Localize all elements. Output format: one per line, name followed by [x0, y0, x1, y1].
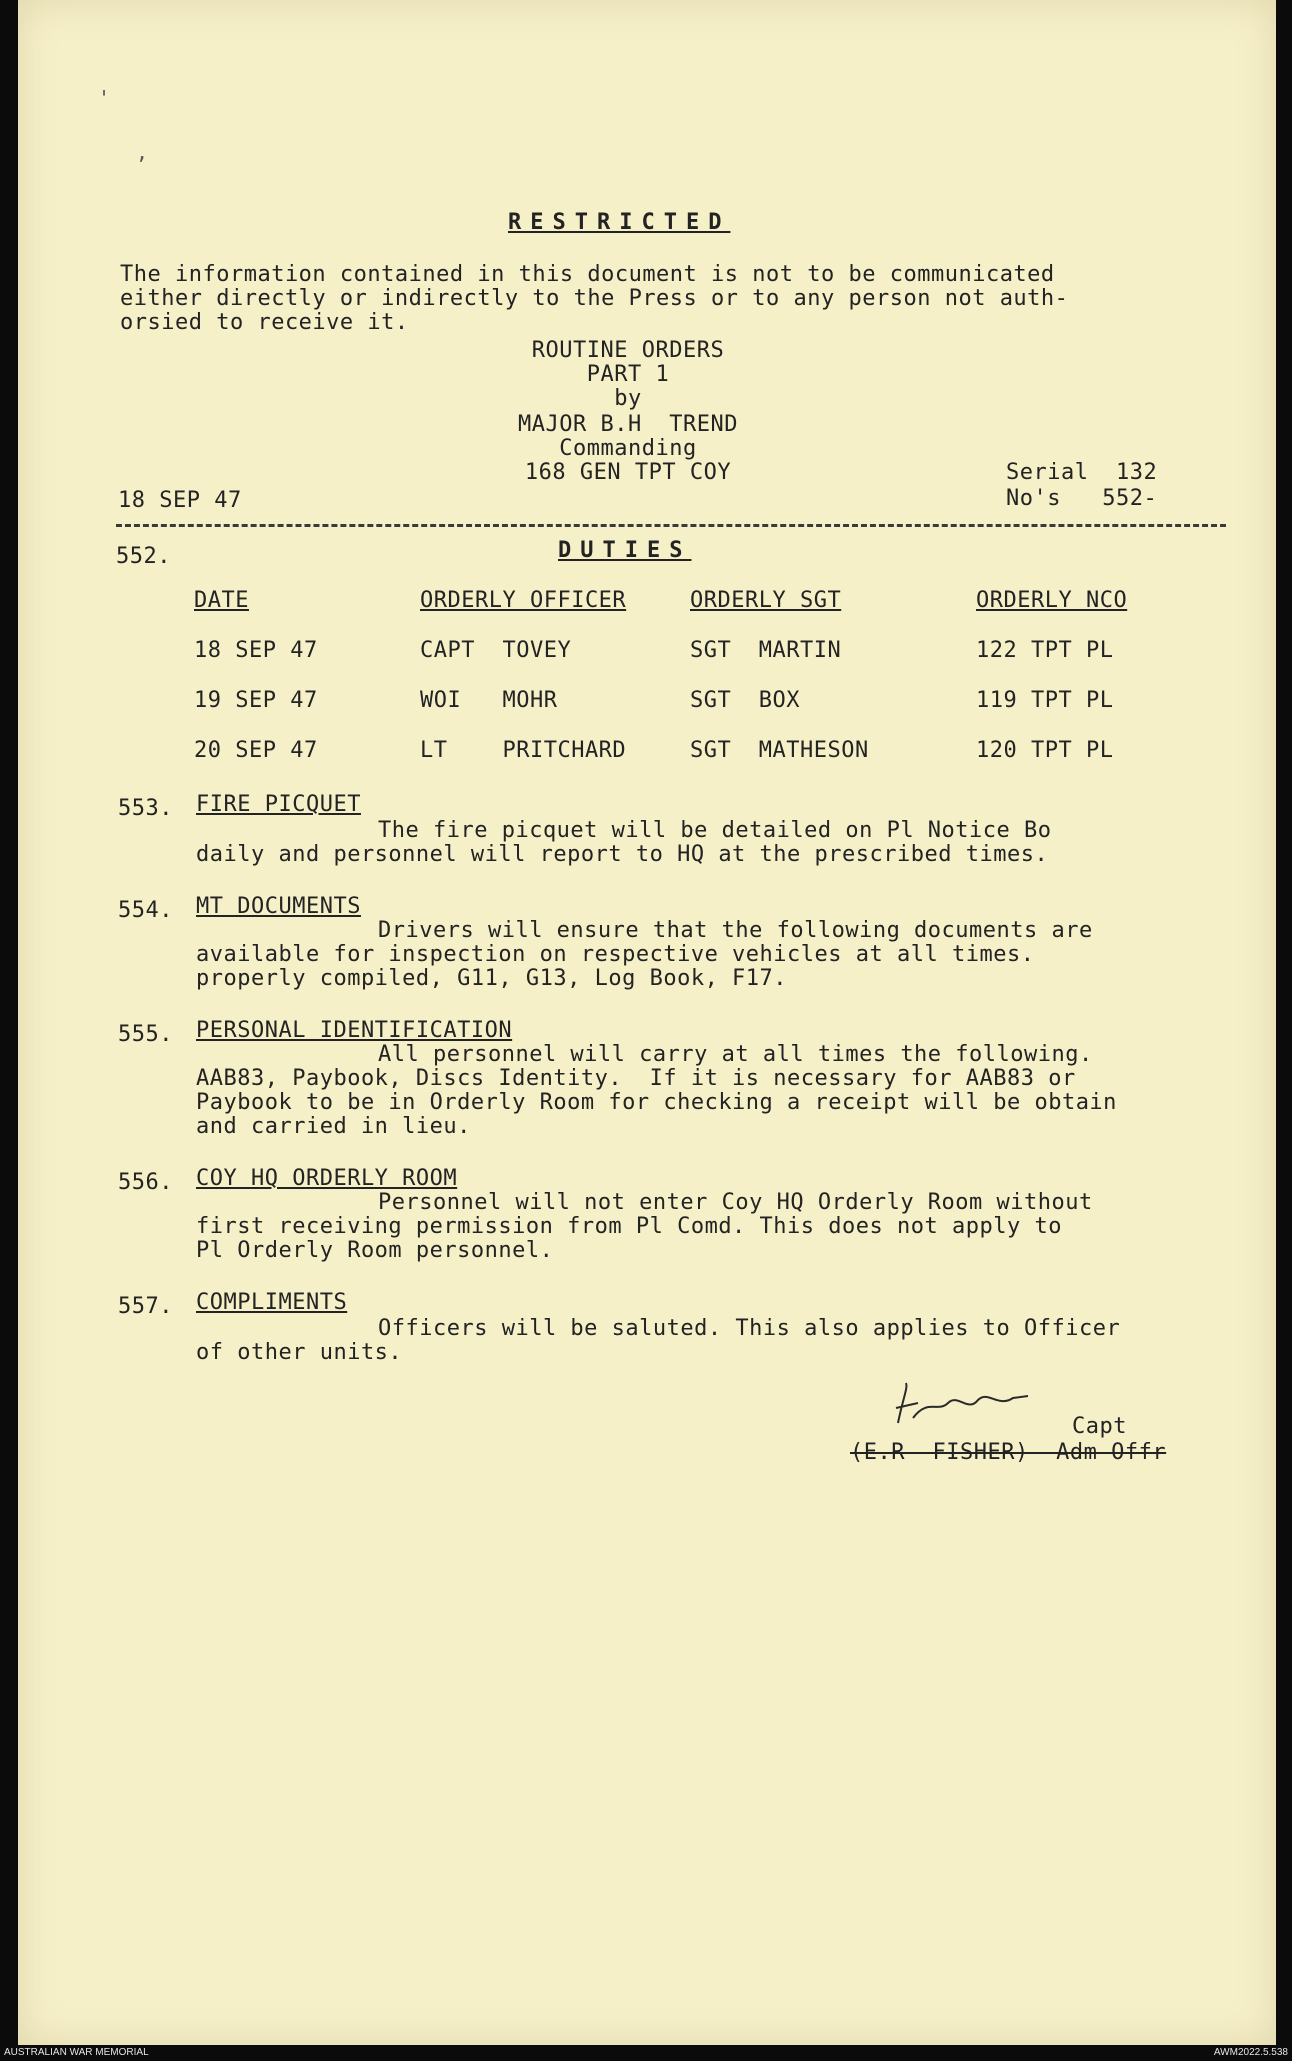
order-numbers: No's 552-: [1006, 486, 1158, 511]
duty-date: 20 SEP 47: [194, 738, 318, 763]
paper-mark: ': [98, 86, 111, 110]
column-header-sgt: ORDERLY SGT: [690, 588, 842, 613]
item-number: 554.: [118, 898, 173, 923]
notice-line: orsied to receive it.: [120, 310, 409, 335]
signatory-rank: Capt: [1072, 1414, 1127, 1439]
duty-sgt: SGT MARTIN: [690, 638, 842, 663]
duties-heading: DUTIES: [558, 538, 692, 563]
handwritten-signature: [878, 1378, 1048, 1438]
item-heading: FIRE PICQUET: [196, 792, 361, 817]
notice-line: The information contained in this document is not to be communicated: [120, 262, 1055, 287]
duty-date: 18 SEP 47: [194, 638, 318, 663]
duty-nco: 120 TPT PL: [976, 738, 1114, 763]
duty-nco: 122 TPT PL: [976, 638, 1114, 663]
classification-heading: RESTRICTED: [508, 210, 731, 235]
duty-date: 19 SEP 47: [194, 688, 318, 713]
column-header-date: DATE: [194, 588, 249, 613]
duty-sgt: SGT BOX: [690, 688, 800, 713]
item-text: The fire picquet will be detailed on Pl Notice Bo: [378, 818, 1052, 843]
item-text: daily and personnel will report to HQ at the prescribed times.: [196, 842, 1049, 867]
item-number: 553.: [118, 796, 173, 821]
item-text: AAB83, Paybook, Discs Identity. If it is necessary for AAB83 or: [196, 1066, 1076, 1091]
duty-officer: WOI MOHR: [420, 688, 558, 713]
item-text: Personnel will not enter Coy HQ Orderly Room without: [378, 1190, 1093, 1215]
item-text: Drivers will ensure that the following documents are: [378, 918, 1093, 943]
title-line: by: [614, 386, 642, 411]
divider-line: [116, 524, 1226, 527]
item-text: of other units.: [196, 1340, 403, 1365]
item-text: first receiving permission from Pl Comd. This does not apply to: [196, 1214, 1062, 1239]
column-header-nco: ORDERLY NCO: [976, 588, 1128, 613]
duty-nco: 119 TPT PL: [976, 688, 1114, 713]
item-text: Paybook to be in Orderly Room for checking a receipt will be obtain: [196, 1090, 1117, 1115]
title-line: PART 1: [586, 362, 670, 387]
footer-accession-number: AWM2022.5.538: [1213, 2047, 1288, 2058]
notice-line: either directly or indirectly to the Press or to any person not auth-: [120, 286, 1069, 311]
paper-mark: ,: [136, 140, 149, 164]
item-text: properly compiled, G11, G13, Log Book, F17.: [196, 966, 788, 991]
item-heading: COMPLIMENTS: [196, 1290, 348, 1315]
duty-sgt: SGT MATHESON: [690, 738, 869, 763]
item-number: 552.: [116, 544, 171, 569]
title-line: 168 GEN TPT COY: [524, 460, 732, 485]
item-text: and carried in lieu.: [196, 1114, 471, 1139]
order-date: 18 SEP 47: [118, 488, 242, 513]
serial-number: Serial 132: [1006, 460, 1158, 485]
item-text: Officers will be saluted. This also applies to Officer: [378, 1316, 1121, 1341]
duty-officer: CAPT TOVEY: [420, 638, 572, 663]
item-heading: MT DOCUMENTS: [196, 894, 361, 919]
signatory-name: (E.R FISHER) Adm Offr: [850, 1440, 1167, 1465]
title-line: ROUTINE ORDERS: [531, 338, 725, 363]
item-text: Pl Orderly Room personnel.: [196, 1238, 554, 1263]
item-number: 557.: [118, 1294, 173, 1319]
item-heading: PERSONAL IDENTIFICATION: [196, 1018, 513, 1043]
footer-institution: AUSTRALIAN WAR MEMORIAL: [4, 2047, 149, 2058]
title-line: Commanding: [559, 436, 697, 461]
item-heading: COY HQ ORDERLY ROOM: [196, 1166, 458, 1191]
item-number: 556.: [118, 1170, 173, 1195]
column-header-officer: ORDERLY OFFICER: [420, 588, 627, 613]
footer-bar: [0, 2045, 1292, 2061]
duty-officer: LT PRITCHARD: [420, 738, 627, 763]
item-text: available for inspection on respective vehicles at all times.: [196, 942, 1049, 967]
item-text: All personnel will carry at all times the following.: [378, 1042, 1093, 1067]
title-line: MAJOR B.H TREND: [518, 412, 738, 437]
item-number: 555.: [118, 1022, 173, 1047]
document-page: [18, 0, 1276, 2045]
